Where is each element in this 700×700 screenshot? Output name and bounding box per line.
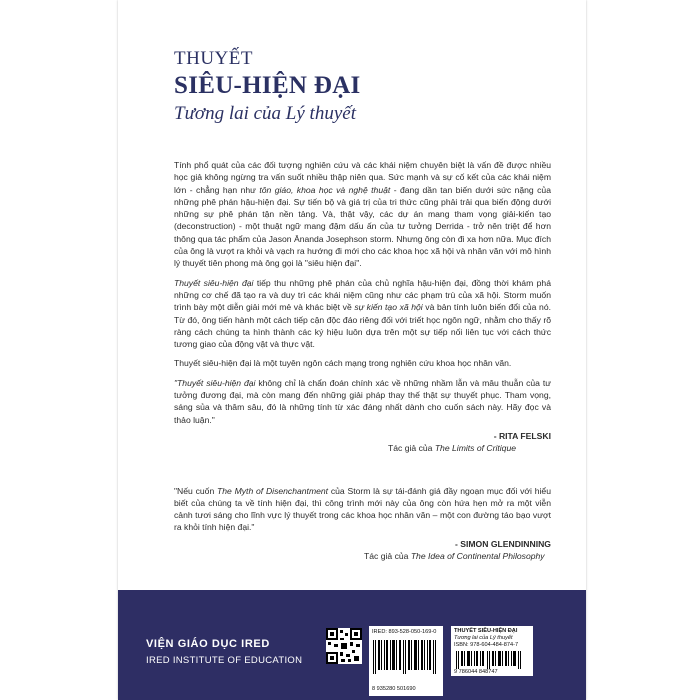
paragraph-1: Tính phổ quát của các đối tượng nghiên cứu và các khái niệm chuyên biệt là vấn đề được nhiều học giả không ngừng tra vấn suốt nhiều thập niên qua. Sức mạnh và sự cố kết của các khái niệm lớn - chẳng hạn như tôn giáo, khoa học và nghệ thuật - đang dần tan biến dưới sức nặng của những phê phán hậu-hiện đại. Sự tiến bộ và giá trị của tri thức cũng phải trải qua biến động dưới những sự phê phán tận nền tảng. Và, thật vậy, các dự án mang tham vọng giải-kiến tạo (deconstruction) - một thuật ngữ mang đậm dấu ấn của tư tưởng Derrida - trở nên triệt để hơn thông qua tác phẩm của Jason Ānanda Josephson storm. Nhưng ông còn đi xa hơn nữa. Mục đích của ông là vượt ra khỏi và vạch ra hướng đi mới cho các khoa học xã hội và nhân văn với mô hình lý thuyết tiên phong mà ông gọi là "siêu hiện đại". [174, 160, 551, 269]
paragraph-3: Thuyết siêu-hiện đại là một tuyên ngôn cách mạng trong nghiên cứu khoa học nhân văn. [174, 358, 512, 369]
blurb [174, 159, 551, 562]
footer-band [118, 590, 586, 700]
isbn-barcode-digits: 9 786044 848747 [454, 669, 498, 675]
quote-felski-author: - RITA FELSKI [493, 430, 551, 441]
isbn-book-subtitle: Tương lai của Lý thuyết [454, 635, 513, 641]
quote-glendinning-credit: Tác giả của The Idea of Continental Philosophy [364, 551, 545, 562]
ired-code: IRED: 893-528-050-169-0 [372, 629, 437, 635]
isbn-book-title: THUYẾT SIÊU-HIỆN ĐẠI [454, 628, 518, 634]
quote-glendinning: "Nếu cuốn The Myth of Disenchantment của Storm là sự tái-đánh giá đầy ngoạn mục đối với hiểu biết của chúng ta về tính hiện đại, thì công trình mới này của ông còn hứa hẹn mở ra một viễn cảnh tươi sáng cho lĩnh vực lý thuyết trong các khoa học nhân văn – một con đường táo bạo vượt ra khỏi tính hiện đại." [174, 485, 551, 533]
quote-glendinning-author: - SIMON GLENDINNING [455, 538, 551, 549]
title-line-2: SIÊU-HIỆN ĐẠI [174, 72, 361, 99]
ired-barcode [369, 626, 443, 696]
institute-name-vn: VIỆN GIÁO DỤC IRED [146, 638, 270, 650]
back-cover [118, 0, 586, 700]
paragraph-2: Thuyết siêu-hiện đại tiếp thu những phê phán của chủ nghĩa hậu-hiện đại, đồng thời khám phá những cơ chế đã tạo ra và duy trì các khái niệm cũng như các phạm trù của xã hội. Storm muốn trình bày một diễn giải mới mẻ và khác biệt về sự kiến tạo xã hội và bản tính luôn biến đổi của nó. Từ đó, ông tiến hành một cách tiếp cận độc đáo riêng đối với triết học ngôn ngữ, nhằm cho thấy rõ ràng cách chúng ta hình thành các ký hiệu luôn dựa trên một sự tiếp nối liên tục với cách thức tương giao của động vật và thực vật. [174, 277, 551, 350]
quote-felski: "Thuyết siêu-hiện đại không chỉ là chẩn đoán chính xác về những nhầm lẫn và mâu thuẫn của tư tưởng đương đại, mà còn mang đến những giải pháp thay thế thật sự thuyết phục. Tham vọng, sáng sủa và thâm sâu, đó là những tính từ xác đáng nhất dành cho cuốn sách này. Hãy đọc và thảo luận." [174, 377, 551, 425]
barcode-icon [369, 638, 443, 678]
subtitle: Tương lai của Lý thuyết [174, 103, 356, 124]
title-line-1: THUYẾT [174, 48, 253, 69]
qr-code-icon [326, 628, 362, 664]
institute-name-en: IRED INSTITUTE OF EDUCATION [146, 655, 303, 666]
ired-barcode-digits: 8 935280 501690 [372, 686, 416, 692]
isbn-number: ISBN: 978-604-484-874-7 [454, 642, 519, 648]
quote-felski-credit: Tác giả của The Limits of Critique [388, 443, 517, 454]
isbn-block [451, 626, 533, 676]
